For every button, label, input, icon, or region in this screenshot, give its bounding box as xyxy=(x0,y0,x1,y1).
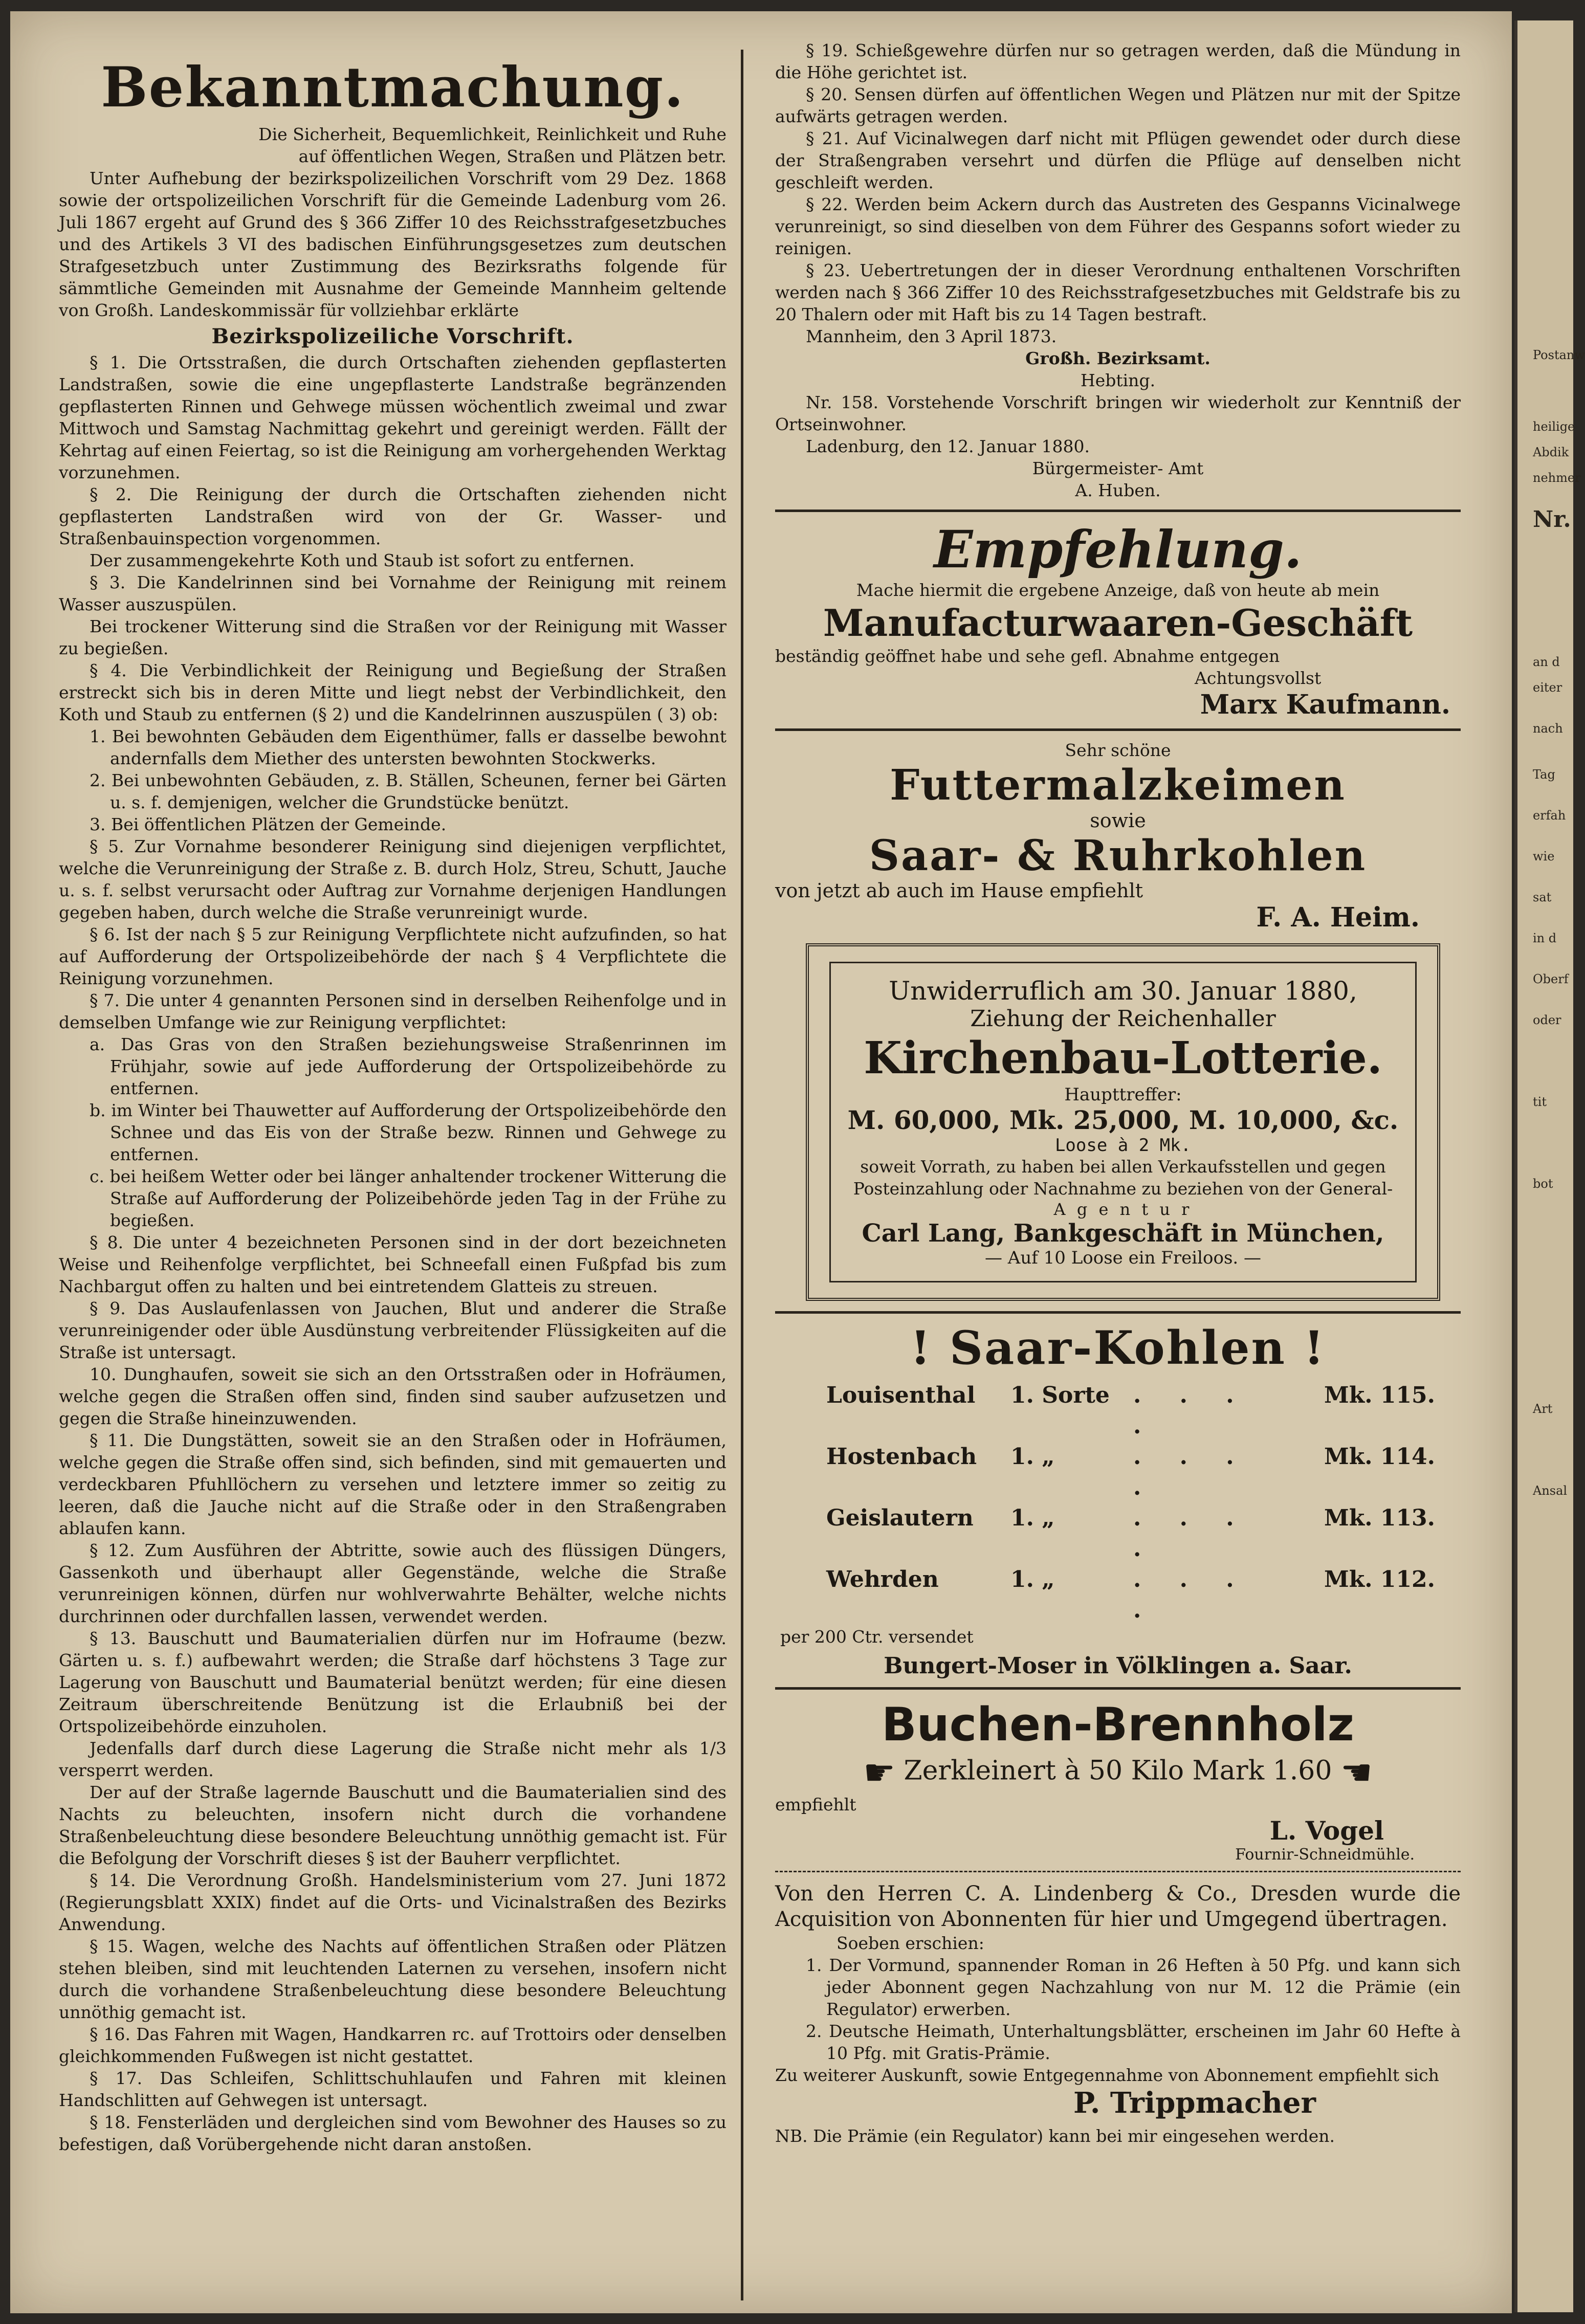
strip-text: Tag xyxy=(1533,767,1555,782)
paragraph: § 23. Uebertretungen der in dieser Verordnung enthaltenen Vorschriften werden nach § 366 Ziffer 10 des Reichsstrafgesetzbuches mit Geldstrafe bis zu 20 Thalern oder mit Haft bis zu 14 Tagen bestraft. xyxy=(775,260,1461,324)
strip-text: in d xyxy=(1533,931,1557,945)
regulation-continuation xyxy=(775,39,1461,501)
holz-empf: empfiehlt xyxy=(775,1794,856,1814)
strip-text: Art xyxy=(1533,1402,1553,1416)
kohlen-grade: 1. „ xyxy=(1010,1443,1055,1470)
ad-abonnement xyxy=(775,1881,1461,2147)
futter-sign: F. A. Heim. xyxy=(1256,901,1420,933)
kohlen-name: Hostenbach xyxy=(826,1443,977,1470)
kohlen-grade: 1. „ xyxy=(1010,1566,1055,1592)
left-column xyxy=(59,57,727,2277)
abo-sign: P. Trippmacher xyxy=(1073,2086,1316,2120)
kohlen-row xyxy=(826,1380,1435,1442)
paragraph: § 21. Auf Vicinalwegen darf nicht mit Pflügen gewendet oder durch diese der Straßengraben versehrt und dürfen die Pflüge auf denselben nicht geschleift werden. xyxy=(775,128,1461,192)
lotto-agentur: A g e n t u r xyxy=(1053,1200,1193,1220)
strip-text: oder xyxy=(1533,1013,1561,1027)
paragraph: Bei trockener Witterung sind die Straßen vor der Reinigung mit Wasser zu begießen. xyxy=(59,616,727,658)
kohlen-grade: 1. Sorte xyxy=(1010,1382,1110,1408)
buergermeister-amt: Bürgermeister- Amt xyxy=(1032,458,1204,478)
kohlen-title: ! Saar-Kohlen ! xyxy=(910,1321,1326,1376)
lotto-line1: Unwiderruflich am 30. Januar 1880, xyxy=(889,976,1357,1006)
empf-sign1: Achtungsvollst xyxy=(1195,668,1322,689)
holz-sub: Fournir-Schneidmühle. xyxy=(1235,1845,1415,1864)
strip-text: Ansal xyxy=(1533,1484,1568,1498)
ad-empfehlung xyxy=(775,520,1461,720)
paragraph: § 1. Die Ortsstraßen, die durch Ortschaften ziehenden gepflasterten Landstraßen, sowie die eine ungepflasterte Landstraße begränzenden gepflasterten Rinnen und Gehwege müssen wöchentlich zweimal und zwar Mittwoch und Samstag Nachmittag gekehrt und gereinigt werden. Fällt der Kehrtag auf einen Feiertag, so ist die Reinigung am vorhergehenden Werktag vorzunehmen. xyxy=(59,352,727,482)
paragraph: Jedenfalls darf durch diese Lagerung die Straße nicht mehr als 1/3 versperrt werden. xyxy=(59,1738,727,1780)
kohlen-row xyxy=(826,1503,1435,1564)
kohlen-price: Mk. 114. xyxy=(1324,1443,1435,1470)
paragraph: § 22. Werden beim Ackern durch das Austreten des Gespanns Vicinalwege verunreinigt, so sind dieselben von dem Führer des Gespanns sofort wieder zu reinigen. xyxy=(775,194,1461,258)
intro-subtitle xyxy=(59,123,727,167)
official-name: Hebting. xyxy=(1080,370,1156,390)
right-column xyxy=(775,39,1461,2300)
paragraph: Der zusammengekehrte Koth und Staub ist sofort zu entfernen. xyxy=(90,550,635,570)
leader-dots: . . . . xyxy=(1133,1504,1249,1562)
section-rule xyxy=(775,728,1461,731)
list-item: 3. Bei öffentlichen Plätzen der Gemeinde. xyxy=(90,814,447,834)
regulation-subhead: Bezirkspolizeiliche Vorschrift. xyxy=(211,324,574,348)
column-divider xyxy=(741,50,743,2300)
leader-dots: . . . . xyxy=(1133,1382,1249,1439)
section-rule xyxy=(775,1871,1461,1874)
futter-sowie: sowie xyxy=(1090,809,1146,832)
kohlen-grade: 1. „ xyxy=(1010,1504,1055,1531)
nr-notice: Nr. 158. Vorstehende Vorschrift bringen wir wiederholt zur Kenntniß der Ortseinwohner. xyxy=(775,392,1461,434)
paragraph: § 9. Das Auslaufenlassen von Jauchen, Blut und anderer die Straße verunreinigender oder üble Ausdünstung verbreitender Flüssigkeiten auf die Straße ist untersagt. xyxy=(59,1298,727,1362)
lotto-prizes: M. 60,000, Mk. 25,000, M. 10,000, &c. xyxy=(847,1105,1399,1136)
list-item: b. im Winter bei Thauwetter auf Aufforderung der Ortspolizeibehörde den Schnee und das Eis von der Straße bezw. Rinnen und Gehwege zu entfernen. xyxy=(90,1100,727,1164)
strip-text: heilige xyxy=(1533,419,1575,434)
strip-text: an d xyxy=(1533,655,1560,669)
paragraph: § 5. Zur Vornahme besonderer Reinigung sind diejenigen verpflichtet, welche die Verunreinigung der Straße z. B. durch Holz, Streu, Schutt, Jauche u. s. f. selbst verursacht oder Auftrag zur Vornahme derjenigen Handlungen gegeben haben, durch welche die Straße verunreinigt wurde. xyxy=(59,836,727,922)
paragraph: § 11. Die Dungstätten, soweit sie an den Straßen oder in Hofräumen, welche gegen die Straße offen sind, sich befinden, sind mit gemauerten und verdeckbaren Pfuhllöchern zu versehen und letztere immer so zeitig zu leeren, daß die Jauche nicht auf die Straße oder in den Straßengraben ablaufen kann. xyxy=(59,1430,727,1538)
strip-text: Postanw xyxy=(1533,348,1585,362)
paragraph: § 13. Bauschutt und Baumaterialien dürfen nur im Hofraume (bezw. Gärten u. s. f.) aufbewahrt werden; die Straße darf höchstens 3 Tage zur Lagerung von Bauschutt und Baumaterial benützt werden; für eine diesen Zeitraum überschreitende Benützung ist die Erlaubniß bei der Ortspolizeibehörde einzuholen. xyxy=(59,1628,727,1736)
ad-brennholz xyxy=(775,1698,1461,1864)
ad-saar-kohlen xyxy=(775,1322,1461,1679)
section-rule xyxy=(775,1311,1461,1314)
lotto-haupt: Haupttreffer: xyxy=(1064,1084,1182,1105)
abo-item: 1. Der Vormund, spannender Roman in 26 Heften à 50 Pfg. und kann sich jeder Abonnent gegen Nachzahlung von nur M. 12 die Prämie (ein Regulator) erwerben. xyxy=(806,1955,1461,2019)
lotto-body: soweit Vorrath, zu haben bei allen Verkaufsstellen und gegen Posteinzahlung oder Nachnahme zu beziehen von der General- xyxy=(853,1157,1393,1199)
lotto-title: Kirchenbau-Lotterie. xyxy=(864,1032,1382,1084)
adjacent-page-strip xyxy=(1514,20,1585,2312)
holz-line-wrap xyxy=(775,1752,1461,1794)
paragraph: § 12. Zum Ausführen der Abtritte, sowie auch des flüssigen Düngers, Gassenkoth und überhaupt aller Gegenstände, welche die Straße verunreinigen können, dürfen nur wohlverwahrte Behälter, welche nichts durchrinnen oder durchfallen lassen, verwendet werden. xyxy=(59,1540,727,1626)
kohlen-row xyxy=(826,1564,1435,1626)
regulation-body xyxy=(59,351,727,2155)
pointing-hand-right-icon: ☛ xyxy=(863,1751,895,1794)
paragraph: § 16. Das Fahren mit Wagen, Handkarren rc. auf Trottoirs oder denselben gleichkommenden Fußwegen ist nicht gestattet. xyxy=(59,2024,727,2066)
paragraph: § 19. Schießgewehre dürfen nur so getragen werden, daß die Mündung in die Höhe gerichtet ist. xyxy=(775,40,1461,82)
pointing-hand-left-icon: ☚ xyxy=(1340,1751,1373,1794)
lotto-line2: Ziehung der Reichenhaller xyxy=(970,1005,1276,1032)
paragraph: § 17. Das Schleifen, Schlittschuhlaufen und Fahren mit kleinen Handschlitten auf Gehwegen ist untersagt. xyxy=(59,2068,727,2110)
ad-futter xyxy=(775,739,1461,933)
lotto-loose: Loose à 2 Mk. xyxy=(1054,1135,1192,1156)
futter-kohlen: Saar- & Ruhrkohlen xyxy=(869,831,1367,880)
kohlen-per: per 200 Ctr. versendet xyxy=(780,1626,974,1647)
holz-sign: L. Vogel xyxy=(1269,1815,1384,1846)
kohlen-row xyxy=(826,1442,1435,1503)
paragraph: Der auf der Straße lagernde Bauschutt und die Baumaterialien sind des Nachts zu beleuchten, insofern nicht durch die vorhandene Straßenbeleuchtung diese besondere Beleuchtung unnöthig gemacht ist. Für die Befolgung der Vorschrift dieses § ist der Bauherr verpflichtet. xyxy=(59,1782,727,1868)
ad-lottery xyxy=(806,943,1440,1301)
kohlen-table xyxy=(775,1375,1461,1626)
empf-shop: Manufacturwaaren-Geschäft xyxy=(823,601,1413,645)
ladenburg-date: Ladenburg, den 12. Januar 1880. xyxy=(806,436,1090,456)
futter-line: von jetzt ab auch im Hause empfiehlt xyxy=(775,879,1143,902)
section-rule xyxy=(775,1687,1461,1690)
lotto-free: — Auf 10 Loose ein Freiloos. — xyxy=(984,1248,1262,1269)
announcement-title: Bekanntmachung. xyxy=(101,55,685,120)
strip-text: tit xyxy=(1533,1095,1547,1109)
empf-line1: Mache hiermit die ergebene Anzeige, daß von heute ab mein xyxy=(856,580,1380,600)
abo-more: Zu weiterer Auskunft, sowie Entgegennahme von Abonnement empfiehlt sich xyxy=(775,2065,1439,2085)
leader-dots: . . . . xyxy=(1133,1443,1249,1500)
lotto-bank: Carl Lang, Bankgeschäft in München, xyxy=(862,1219,1384,1248)
strip-text: nehmer xyxy=(1533,471,1581,485)
kohlen-name: Louisenthal xyxy=(826,1382,976,1408)
empf-sign2: Marx Kaufmann. xyxy=(1200,689,1450,721)
strip-text: Abdik xyxy=(1533,445,1569,459)
strip-text: bot xyxy=(1533,1177,1553,1191)
paragraph: § 7. Die unter 4 genannten Personen sind in derselben Reihenfolge und in demselben Umfange wie zur Reinigung verpflichtet: xyxy=(59,990,727,1032)
list-item: a. Das Gras von den Straßen beziehungsweise Straßenrinnen im Frühjahr, sowie auf jede Aufforderung der Ortspolizeibehörde zu entfernen. xyxy=(90,1034,727,1098)
strip-text: eiter xyxy=(1533,680,1562,695)
newspaper-page xyxy=(10,11,1512,2313)
intro-line: Die Sicherheit, Bequemlichkeit, Reinlichkeit und Ruhe xyxy=(258,124,727,144)
signer: A. Huben. xyxy=(1075,480,1161,500)
kohlen-price: Mk. 115. xyxy=(1324,1382,1435,1408)
kohlen-price: Mk. 113. xyxy=(1324,1504,1435,1531)
abo-item: 2. Deutsche Heimath, Unterhaltungsblätter, erscheinen im Jahr 60 Hefte à 10 Pfg. mit Gratis-Prämie. xyxy=(806,2021,1461,2063)
kohlen-sign: Bungert-Moser in Völklingen a. Saar. xyxy=(884,1652,1352,1679)
kohlen-name: Wehrden xyxy=(826,1566,939,1592)
strip-text: sat xyxy=(1533,890,1552,904)
strip-text: Nr. xyxy=(1533,506,1571,533)
paragraph: 10. Dunghaufen, soweit sie sich an den Ortsstraßen oder in Hofräumen, welche gegen die Straßen offen sind, finden sind sauber aufzusetzen und gegen die Straße hineinzuwenden. xyxy=(59,1364,727,1428)
abo-nb: NB. Die Prämie (ein Regulator) kann bei mir eingesehen werden. xyxy=(775,2126,1335,2146)
abo-soeben: Soeben erschien: xyxy=(836,1933,984,1953)
paragraph: § 2. Die Reinigung der durch die Ortschaften ziehenden nicht gepflasterten Landstraßen wird von der Gr. Wasser- und Straßenbauinspection vorgenommen. xyxy=(59,484,727,548)
holz-title: Buchen-Brennholz xyxy=(882,1697,1354,1752)
intro-paragraph: Unter Aufhebung der bezirkspolizeilichen Vorschrift vom 29 Dez. 1868 sowie der ortspolizeilichen Vorschrift für die Gemeinde Ladenburg vom 26. Juli 1867 ergeht auf Grund des § 366 Ziffer 10 des Reichsstrafgesetzbuches und des Artikels 3 VI des badischen Einführungsgesetzes zum deutschen Strafgesetzbuch unter Zustimmung des Bezirksraths folgende für sämmtliche Gemeinden mit Ausnahme der Gemeinde Mannheim geltende von Großh. Landeskommissär für vollziehbar erklärte xyxy=(59,168,727,320)
intro-line: auf öffentlichen Wegen, Straßen und Plätzen betr. xyxy=(298,146,727,166)
futter-title: Futtermalzkeimen xyxy=(890,761,1346,810)
paragraph: § 3. Die Kandelrinnen sind bei Vornahme der Reinigung mit reinem Wasser auszuspülen. xyxy=(59,572,727,614)
holz-line: Zerkleinert à 50 Kilo Mark 1.60 xyxy=(904,1755,1332,1786)
paragraph: § 20. Sensen dürfen auf öffentlichen Wegen und Plätzen nur mit der Spitze aufwärts getragen werden. xyxy=(775,84,1461,126)
leader-dots: . . . . xyxy=(1133,1566,1249,1623)
place-date: Mannheim, den 3 April 1873. xyxy=(806,326,1057,346)
strip-text: Oberf xyxy=(1533,972,1569,986)
office-name: Großh. Bezirksamt. xyxy=(1025,348,1210,368)
paragraph: § 4. Die Verbindlichkeit der Reinigung und Begießung der Straßen erstreckt sich bis in deren Mitte und liegt nebst der Verbindlichkeit, den Koth und Staub zu entfernen (§ 2) und die Kandelrinnen auszuspülen ( 3) ob: xyxy=(59,660,727,724)
paragraph: § 15. Wagen, welche des Nachts auf öffentlichen Straßen oder Plätzen stehen bleiben, sind mit leuchtenden Laternen zu versehen, insofern nicht durch die vorhandene Straßenbeleuchtung diese besondere Beleuchtung unnöthig gemacht ist. xyxy=(59,1936,727,2022)
kohlen-price: Mk. 112. xyxy=(1324,1566,1435,1592)
paragraph: § 8. Die unter 4 bezeichneten Personen sind in der dort bezeichneten Weise und Reihenfolge verpflichtet, bei Schneefall einen Fußpfad bis zum Nachbargut offen zu halten und bei eintretendem Glatteis zu streuen. xyxy=(59,1232,727,1296)
empf-title: Empfehlung. xyxy=(934,519,1302,580)
strip-text: nach xyxy=(1533,721,1563,736)
list-item: 2. Bei unbewohnten Gebäuden, z. B. Ställen, Scheunen, ferner bei Gärten u. s. f. demjenigen, welcher die Grundstücke benützt. xyxy=(90,770,727,812)
section-rule xyxy=(775,510,1461,512)
abo-list xyxy=(775,1954,1461,2064)
strip-text: wie xyxy=(1533,849,1555,864)
paragraph: § 6. Ist der nach § 5 zur Reinigung Verpflichtete nicht aufzufinden, so hat auf Aufforderung der Ortspolizeibehörde der nach § 4 Verpflichtete die Reinigung vorzunehmen. xyxy=(59,924,727,988)
empf-line2: beständig geöffnet habe und sehe gefl. Abnahme entgegen xyxy=(775,646,1280,667)
paragraph: § 18. Fensterläden und dergleichen sind vom Bewohner des Hauses so zu befestigen, daß Vorübergehende nicht daran anstoßen. xyxy=(59,2112,727,2154)
list-item: 1. Bei bewohnten Gebäuden dem Eigenthümer, falls er dasselbe bewohnt andernfalls dem Miether des untersten bewohnten Stockwerks. xyxy=(90,726,727,768)
strip-text: erfah xyxy=(1533,808,1566,823)
list-item: c. bei heißem Wetter oder bei länger anhaltender trockener Witterung die Straße auf Aufforderung der Polizeibehörde jeden Tag in der Frühe zu begießen. xyxy=(90,1166,727,1230)
abo-text: Von den Herren C. A. Lindenberg & Co., Dresden wurde die Acquisition von Abonnenten für hier und Umgegend übertragen. xyxy=(775,1882,1461,1931)
lottery-inner xyxy=(829,962,1417,1282)
intro-body xyxy=(59,167,727,321)
futter-top: Sehr schöne xyxy=(1065,740,1171,761)
kohlen-name: Geislautern xyxy=(826,1504,974,1531)
paragraph: § 14. Die Verordnung Großh. Handelsministerium vom 27. Juni 1872 (Regierungsblatt XXIX) findet auf die Orts- und Vicinalstraßen des Bezirks Anwendung. xyxy=(59,1870,727,1934)
